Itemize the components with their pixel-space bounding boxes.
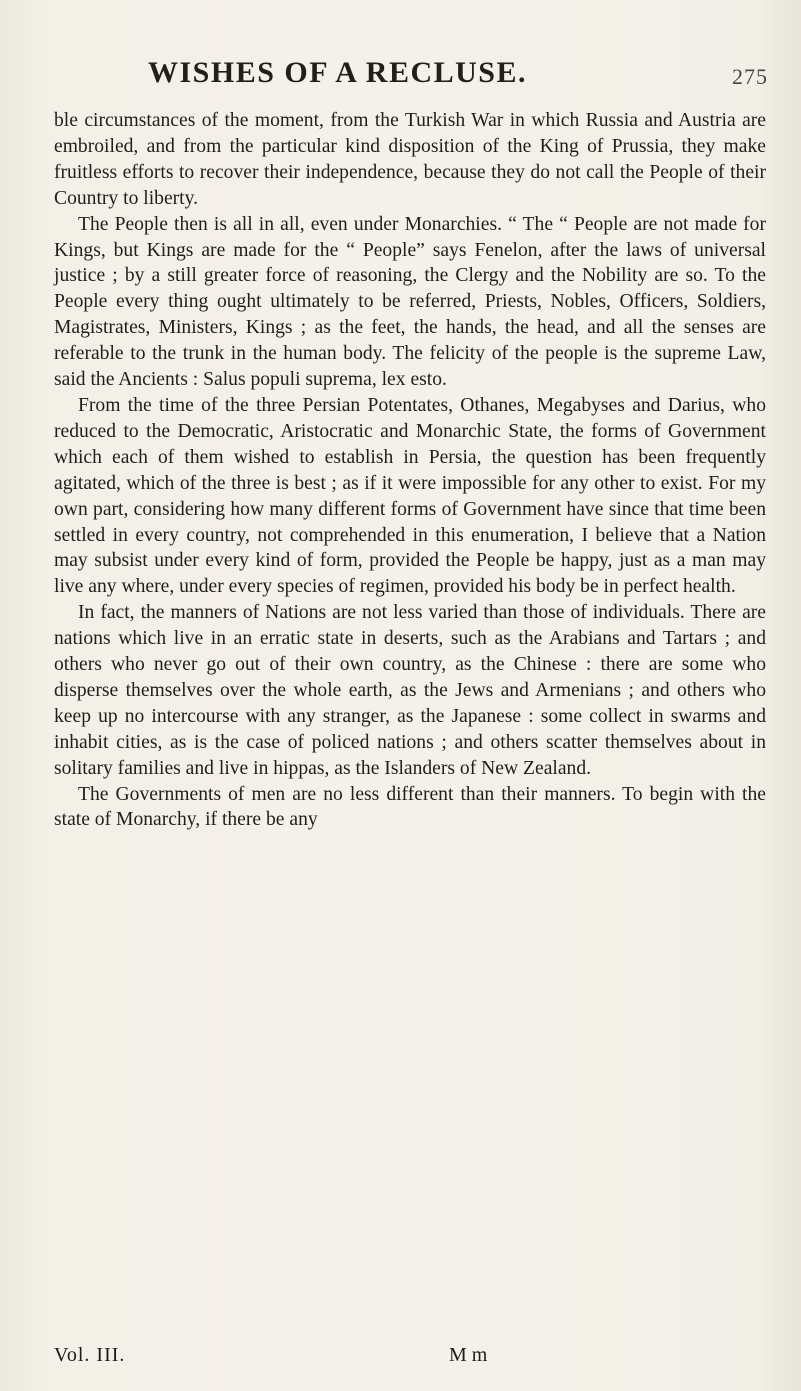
page-number: 275: [732, 64, 768, 89]
body-text: [54, 108, 766, 833]
running-title: WISHES OF A RECLUSE.: [148, 56, 527, 89]
paragraph-persian-potentates: From the time of the three Persian Potentates, Othanes, Megabyses and Darius, who reduced to the Democratic, Aristocratic and Monarchic State, the forms of Government which each of them wished to establish in Persia, the question has been frequently agitated, which of the three is best ; as if it were impossible for any other to exist. For my own part, considering how many different forms of Government have since that time been settled in every country, not comprehended in this enumeration, I believe that a Nation may subsist under every kind of form, provided the People be happy, just as a man may live any where, under every species of regimen, provided his body be in perfect health.: [54, 394, 766, 598]
paragraph-continuation: ble circumstances of the moment, from the Turkish War in which Russia and Austria are embroiled, and from the particular kind disposition of the King of Prussia, they make fruitless efforts to recover their independence, because they do not call the People of their Country to liberty.: [54, 110, 766, 209]
volume-label: Vol. III.: [54, 1344, 126, 1366]
paragraph-people: The People then is all in all, even under Monarchies. “ The “ People are not made for Kings, but Kings are made for the “ People” says Fenelon, after the laws of universal justice ; by a still greater force of reasoning, the Clergy and the Nobility are so. To the People every thing ought ultimately to be referred, Priests, Nobles, Officers, Soldiers, Magistrates, Ministers, Kings ; as the feet, the hands, the head, and all the senses are referable to the trunk in the human body. The felicity of the people is the supreme Law, said the Ancients : Salus populi suprema, lex esto.: [54, 213, 766, 391]
signature-mark: M m: [449, 1344, 488, 1366]
paragraph-manners-of-nations: In fact, the manners of Nations are not less varied than those of individuals. There are nations which live in an erratic state in deserts, such as the Arabians and Tartars ; and others who never go out of their own country, as the Chinese : there are some who disperse themselves over the whole earth, as the Jews and Armenians ; and others who keep up no intercourse with any stranger, as the Japanese : some collect in swarms and inhabit cities, as is the case of policed nations ; and others scatter themselves about in solitary families and live in hippas, as the Islanders of New Zealand.: [54, 602, 766, 779]
page-footer: [0, 1344, 801, 1374]
running-head: [0, 56, 801, 96]
paragraph-governments: The Governments of men are no less different than their manners. To begin with the state of Monarchy, if there be any: [54, 783, 766, 831]
